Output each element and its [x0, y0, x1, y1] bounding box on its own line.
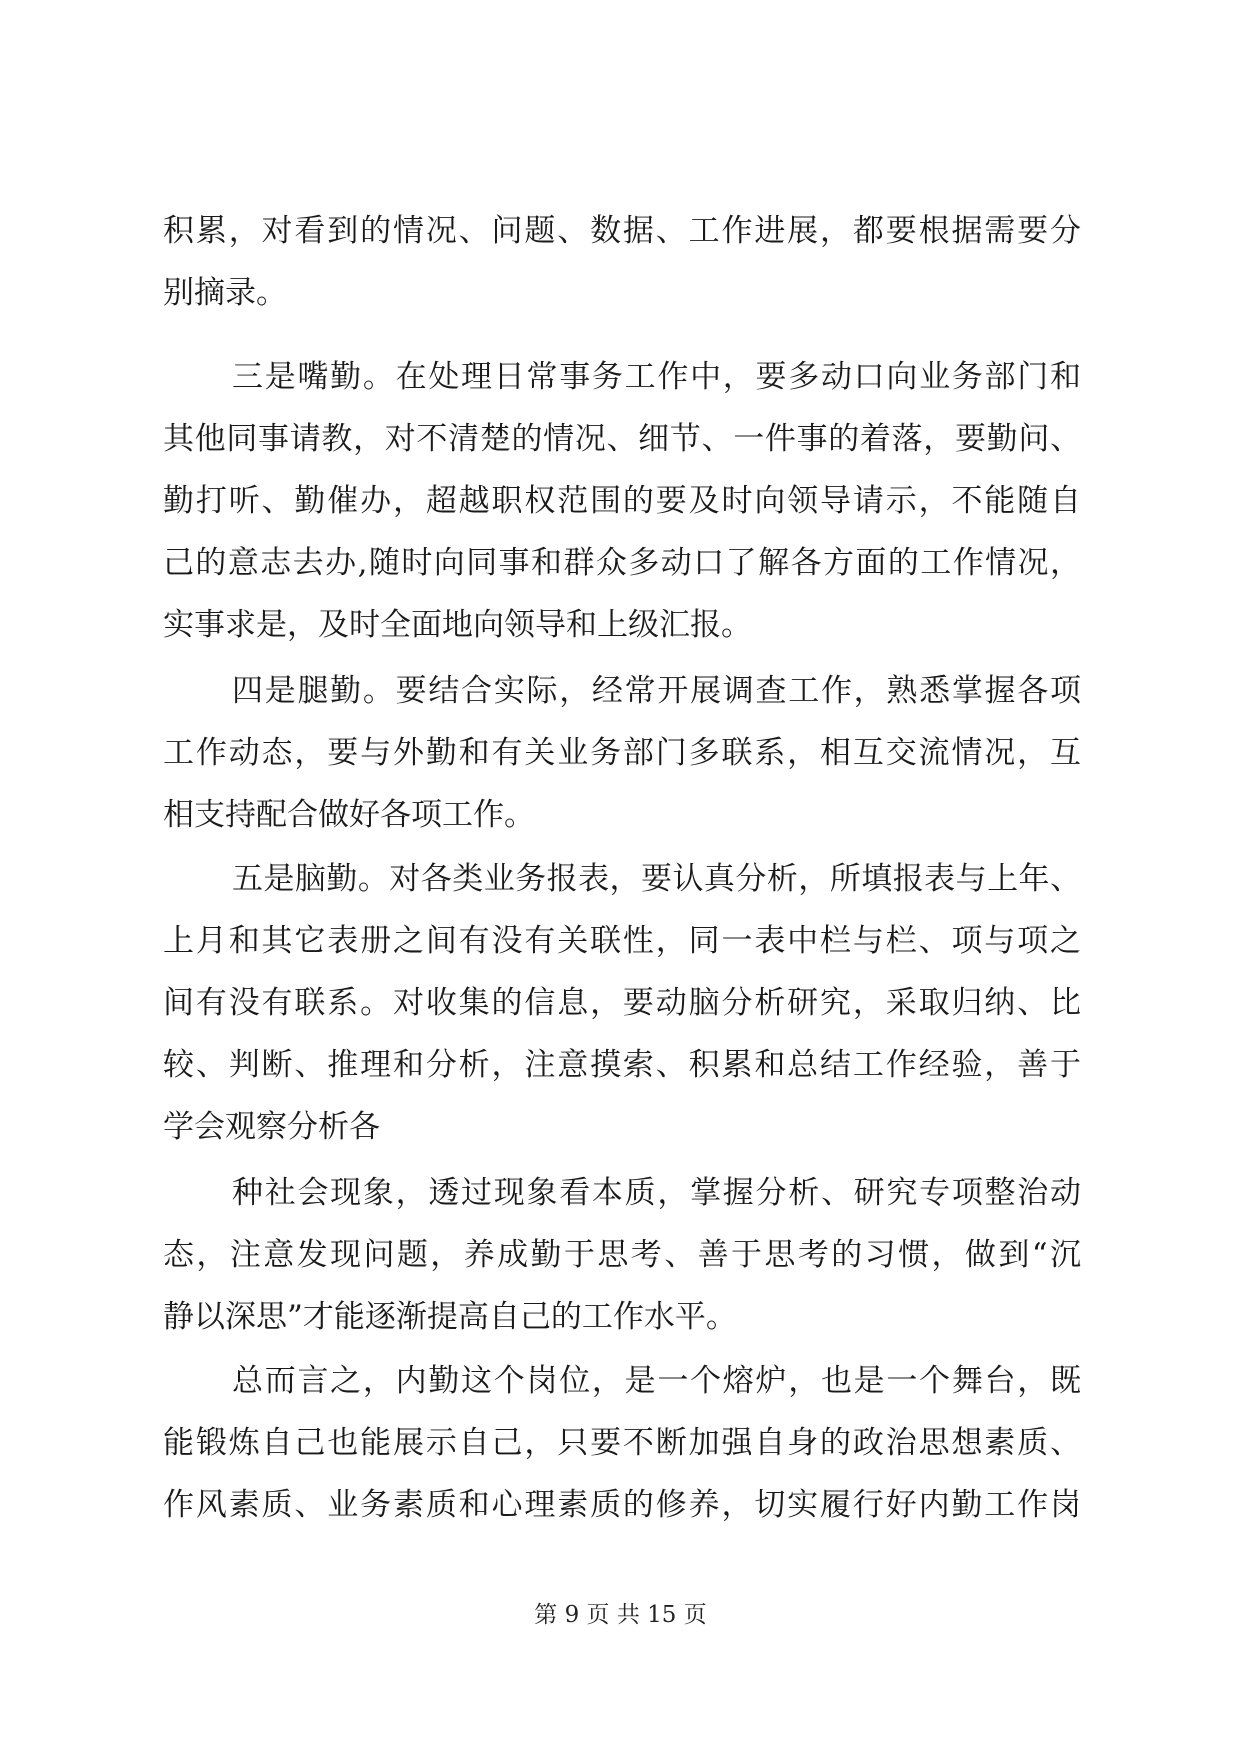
- paragraph-line-text: 能锻炼自己也能展示自己，只要不断加强自身的政治思想素质、: [163, 1425, 1083, 1461]
- paragraph-line-text: 五是脑勤。对各类业务报表，要认真分析，所填报表与上年、: [232, 861, 1082, 897]
- paragraph-line: [0, 200, 1241, 262]
- paragraph-line: [0, 1474, 1241, 1536]
- paragraph-line: [0, 1162, 1241, 1224]
- paragraph-line-text: 静以深思”才能逐渐提高自己的工作水平。: [163, 1299, 737, 1335]
- paragraph-line-text: 三是嘴勤。在处理日常事务工作中，要多动口向业务部门和: [232, 359, 1083, 395]
- paragraph-line: [0, 1034, 1241, 1096]
- paragraph-line: [0, 1224, 1241, 1286]
- paragraph-line: [0, 848, 1241, 910]
- paragraph-line-text: 间有没有联系。对收集的信息，要动脑分析研究，采取归纳、比: [163, 985, 1083, 1021]
- paragraph-line: [0, 1286, 1241, 1348]
- page-number-footer: 第 9 页 共 15 页: [534, 1602, 707, 1628]
- paragraph-line: [0, 1350, 1241, 1412]
- paragraph-line-text: 别摘录。: [163, 275, 287, 311]
- paragraph-line-text: 勤打听、勤催办，超越职权范围的要及时向领导请示，不能随自: [163, 483, 1083, 519]
- paragraph-line: [0, 532, 1241, 594]
- paragraph-line-text: 种社会现象，透过现象看本质，掌握分析、研究专项整治动: [232, 1175, 1083, 1211]
- paragraph-line: [0, 408, 1241, 470]
- paragraph-line-text: 四是腿勤。要结合实际，经常开展调查工作，熟悉掌握各项: [232, 673, 1083, 709]
- paragraph-line: [0, 262, 1241, 324]
- paragraph-line-text: 其他同事请教，对不清楚的情况、细节、一件事的着落，要勤问、: [163, 421, 1082, 457]
- paragraph-line-text: 己的意志去办,随时向同事和群众多动口了解各方面的工作情况，: [163, 545, 1083, 581]
- paragraph-line: [0, 470, 1241, 532]
- paragraph-line: [0, 660, 1241, 722]
- paragraph-line-text: 学会观察分析各: [163, 1109, 380, 1145]
- paragraph-line: [0, 594, 1241, 656]
- paragraph-line: [0, 784, 1241, 846]
- paragraph-line: [0, 1096, 1241, 1158]
- paragraph-line-text: 实事求是，及时全面地向领导和上级汇报。: [163, 607, 752, 643]
- paragraph-line: [0, 346, 1241, 408]
- paragraph-line: [0, 972, 1241, 1034]
- paragraph-line-text: 总而言之，内勤这个岗位，是一个熔炉，也是一个舞台，既: [232, 1363, 1083, 1399]
- paragraph-line-text: 工作动态，要与外勤和有关业务部门多联系，相互交流情况，互: [163, 735, 1083, 771]
- paragraph-line-text: 积累，对看到的情况、问题、数据、工作进展，都要根据需要分: [163, 213, 1083, 249]
- paragraph-line-text: 上月和其它表册之间有没有关联性，同一表中栏与栏、项与项之: [163, 923, 1083, 959]
- paragraph-line: [0, 910, 1241, 972]
- paragraph-line-text: 作风素质、业务素质和心理素质的修养，切实履行好内勤工作岗: [163, 1487, 1083, 1523]
- paragraph-line-text: 相支持配合做好各项工作。: [163, 797, 535, 833]
- paragraph-line-text: 态，注意发现问题，养成勤于思考、善于思考的习惯，做到“沉: [163, 1237, 1084, 1273]
- paragraph-line: [0, 722, 1241, 784]
- paragraph-line-text: 较、判断、推理和分析，注意摸索、积累和总结工作经验，善于: [163, 1047, 1083, 1083]
- paragraph-line: [0, 1412, 1241, 1474]
